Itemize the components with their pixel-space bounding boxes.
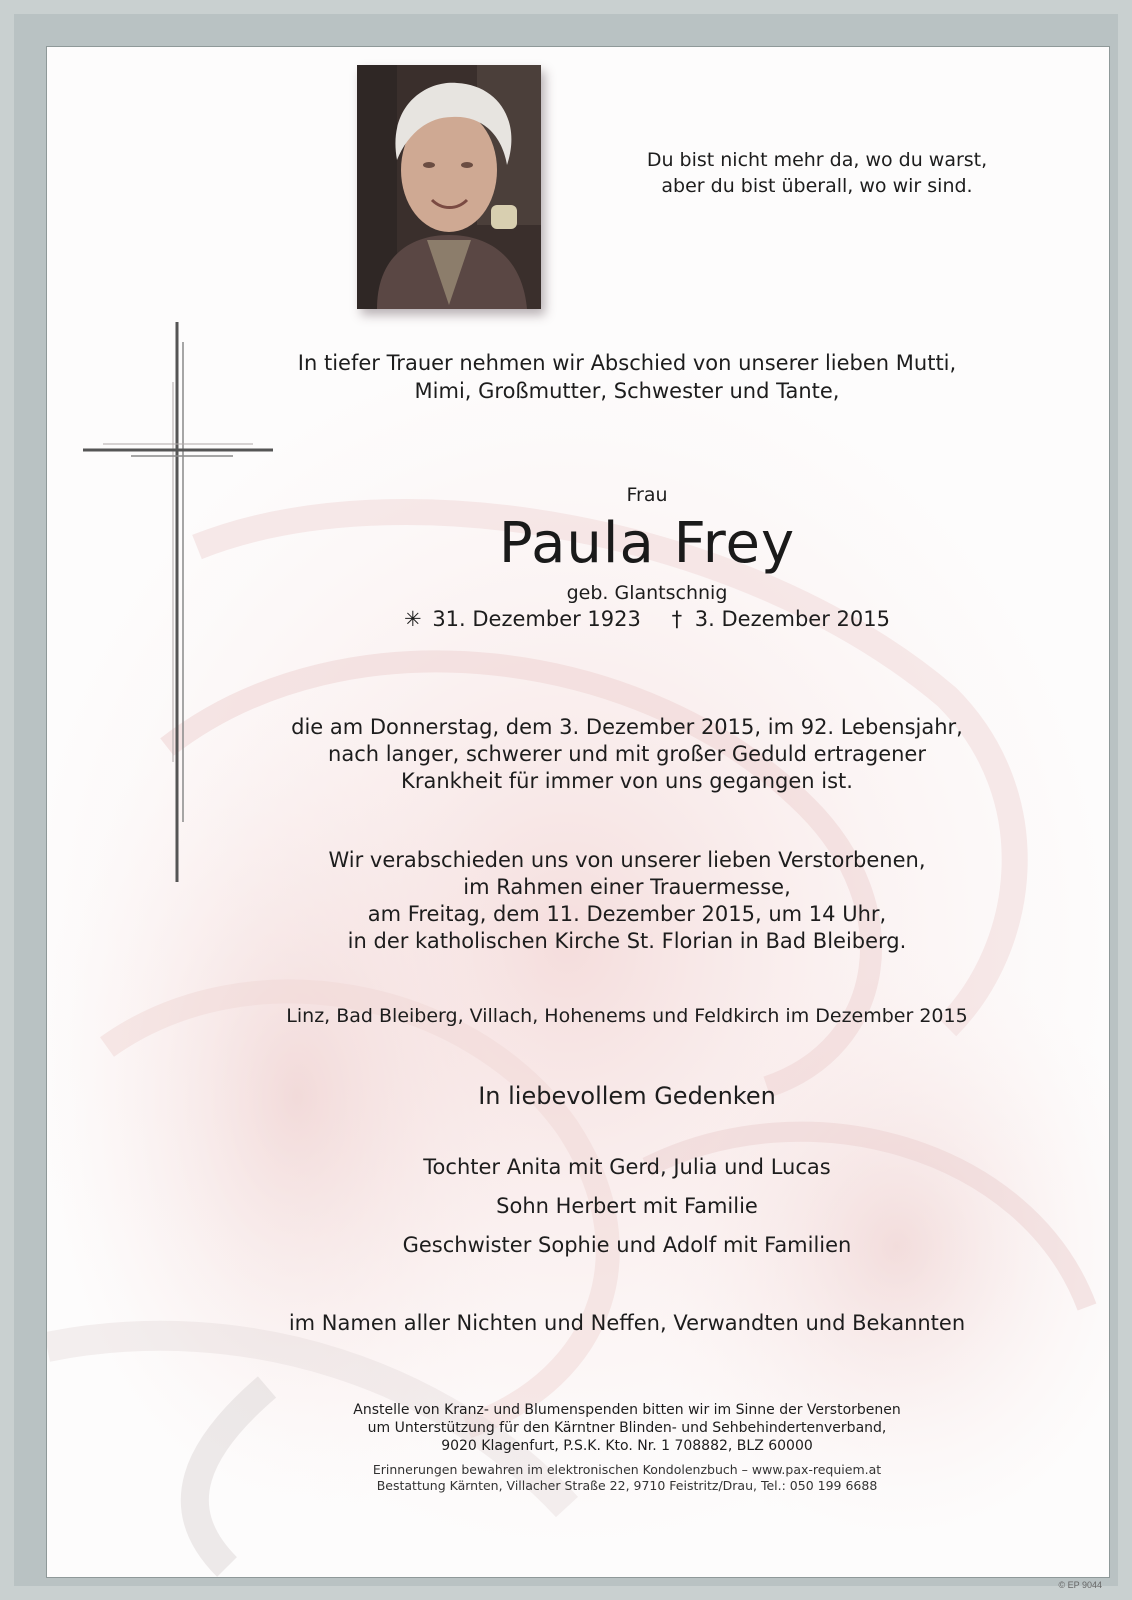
death-notice [267, 714, 987, 795]
portrait-photo [357, 65, 541, 309]
birth-date-group [404, 607, 641, 631]
intro-line: Mimi, Großmutter, Schwester und Tante, [414, 379, 840, 403]
salutation: Frau [626, 484, 668, 506]
obituary-card [46, 46, 1110, 1578]
condolence-book-line: Erinnerungen bewahren im elektronischen Kondolenzbuch – www.pax-requiem.at [372, 1462, 882, 1477]
deceased-name: Paula Frey [498, 511, 796, 576]
quote-line: Du bist nicht mehr da, wo du warst, [646, 149, 988, 171]
family-member-line: Tochter Anita mit Gerd, Julia und Lucas [423, 1155, 831, 1179]
donation-line: um Unterstützung für den Kärntner Blinden- und Sehbehindertenverband, [367, 1420, 887, 1436]
undertaker-address: Bestattung Kärnten, Villacher Straße 22, 9710 Feistritz/Drau, Tel.: 050 199 6688 [376, 1478, 878, 1493]
footer-code: © EP 9044 [1058, 1580, 1102, 1590]
quote-line: aber du bist überall, wo wir sind. [661, 175, 973, 197]
funeral-line: in der katholischen Kirche St. Florian in Bad Bleiberg. [347, 929, 907, 953]
cross-icon [83, 322, 273, 882]
death-cross-icon: † [671, 607, 683, 631]
death-date: 3. Dezember 2015 [694, 607, 890, 631]
memorial-heading: In liebevollem Gedenken [478, 1082, 776, 1110]
death-notice-line: die am Donnerstag, dem 3. Dezember 2015, im 92. Lebensjahr, [291, 715, 963, 739]
memorial-quote [607, 147, 1027, 199]
death-notice-line: Krankheit für immer von uns gegangen ist. [401, 769, 853, 793]
birth-date: 31. Dezember 1923 [432, 607, 641, 631]
funeral-line: am Freitag, dem 11. Dezember 2015, um 14 Uhr, [367, 902, 887, 926]
family-member-line: Geschwister Sophie und Adolf mit Familien [402, 1233, 852, 1257]
donation-note [277, 1401, 977, 1455]
birth-star-icon: ✳ [404, 607, 422, 631]
intro-line: In tiefer Trauer nehmen wir Abschied von unserer lieben Mutti, [297, 351, 957, 375]
family-member-line: Sohn Herbert mit Familie [496, 1194, 758, 1218]
funeral-line: im Rahmen einer Trauermesse, [463, 875, 791, 899]
funeral-line: Wir verabschieden uns von unserer lieben Verstorbenen, [328, 848, 926, 872]
card-frame [14, 14, 1118, 1586]
life-dates [307, 607, 987, 631]
on-behalf-line: im Namen aller Nichten und Neffen, Verwandten und Bekannten [288, 1311, 966, 1335]
contact-info [277, 1462, 977, 1494]
donation-line: Anstelle von Kranz- und Blumenspenden bitten wir im Sinne der Verstorbenen [353, 1402, 901, 1418]
death-notice-line: nach langer, schwerer und mit großer Geduld ertragener [328, 742, 926, 766]
funeral-details [267, 847, 987, 955]
portrait-image [357, 65, 541, 309]
place-and-date: Linz, Bad Bleiberg, Villach, Hohenems und Feldkirch im Dezember 2015 [286, 1005, 968, 1027]
intro-text [267, 349, 987, 405]
maiden-name: geb. Glantschnig [566, 582, 728, 604]
donation-line: 9020 Klagenfurt, P.S.K. Kto. Nr. 1 708882, BLZ 60000 [441, 1438, 813, 1454]
death-date-group [672, 607, 890, 631]
